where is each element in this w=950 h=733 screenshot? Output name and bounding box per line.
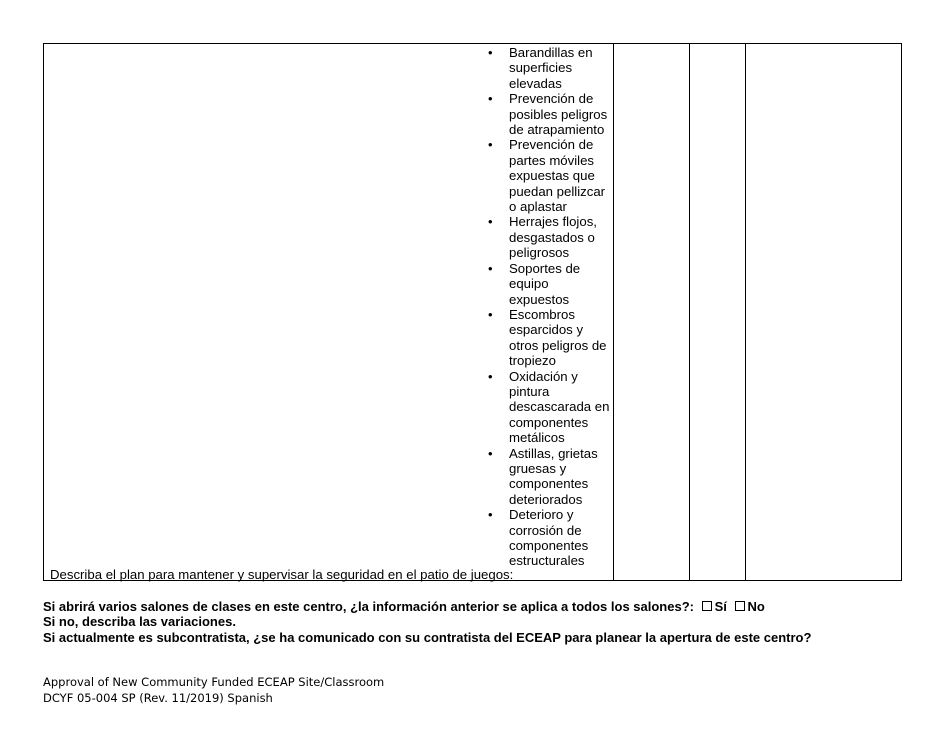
checklist-table bbox=[43, 43, 902, 581]
subcontract-question: Si actualmente es subcontratista, ¿se ha comunicado con su contratista del ECEAP para planear la apertura de este centro? bbox=[43, 630, 812, 645]
no-label: No bbox=[747, 599, 765, 614]
column-divider bbox=[613, 44, 614, 580]
footer-form-id: DCYF 05-004 SP (Rev. 11/2019) Spanish bbox=[43, 691, 273, 705]
yes-checkbox[interactable] bbox=[702, 601, 712, 611]
list-item: • Barandillas en superficies elevadas bbox=[480, 45, 612, 91]
no-checkbox[interactable] bbox=[735, 601, 745, 611]
list-item: • Prevención de posibles peligros de atrapamiento bbox=[480, 91, 612, 137]
describe-plan-prompt: Describa el plan para mantener y supervisar la seguridad en el patio de juegos: bbox=[50, 567, 514, 582]
list-item: • Soportes de equipo expuestos bbox=[480, 261, 612, 307]
list-item: • Oxidación y pintura descascarada en componentes metálicos bbox=[480, 369, 612, 446]
column-divider bbox=[689, 44, 690, 580]
safety-items-list bbox=[480, 45, 612, 569]
list-item: • Prevención de partes móviles expuestas que puedan pellizcar o aplastar bbox=[480, 137, 612, 214]
list-item: • Astillas, grietas gruesas y componentes deteriorados bbox=[480, 446, 612, 508]
multi-classroom-question bbox=[43, 599, 765, 614]
question-text: Si abrirá varios salones de clases en este centro, ¿la información anterior se aplica a todos los salones?: bbox=[43, 599, 694, 614]
list-item: • Escombros esparcidos y otros peligros de tropiezo bbox=[480, 307, 612, 369]
footer-title: Approval of New Community Funded ECEAP Site/Classroom bbox=[43, 675, 385, 689]
yes-label: Sí bbox=[714, 599, 727, 614]
variations-question: Si no, describa las variaciones. bbox=[43, 614, 236, 629]
list-item: • Herrajes flojos, desgastados o peligrosos bbox=[480, 214, 612, 260]
column-divider bbox=[745, 44, 746, 580]
list-item: • Deterioro y corrosión de componentes estructurales bbox=[480, 507, 612, 569]
